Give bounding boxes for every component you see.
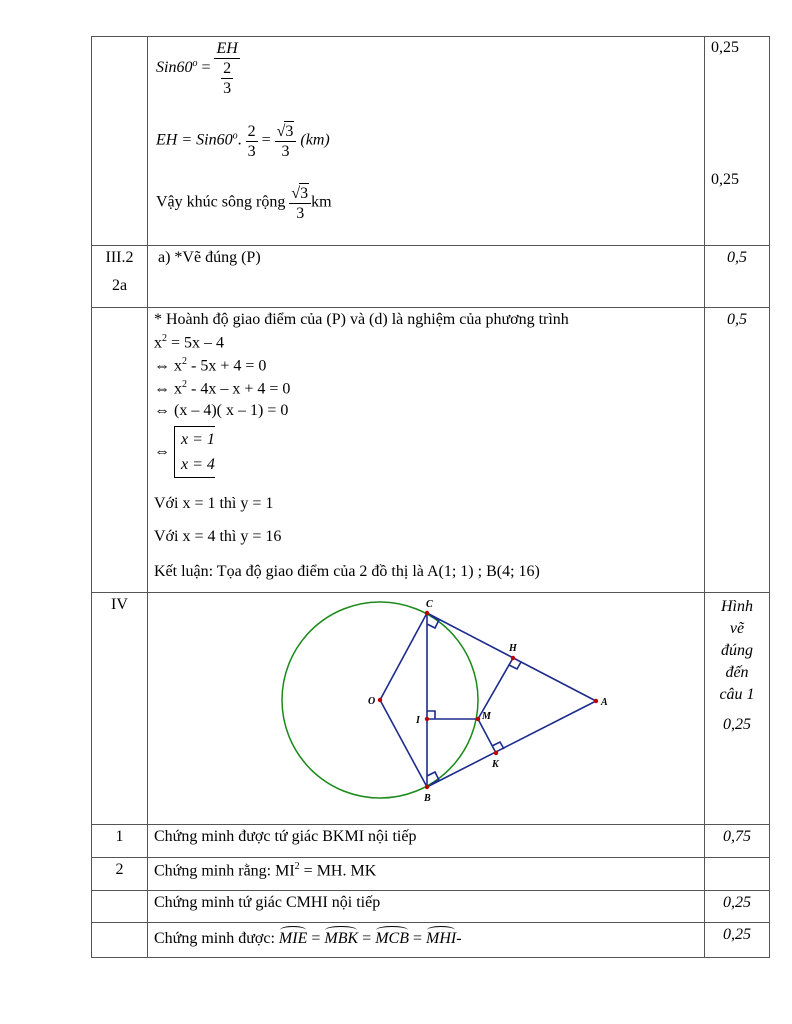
equation-text: x xyxy=(154,334,162,352)
row4-label-cell xyxy=(92,593,148,825)
equation-line xyxy=(154,379,290,398)
segment-ba xyxy=(427,701,596,787)
formula-eh xyxy=(156,121,330,161)
table-row xyxy=(92,308,770,593)
numerator: √3 xyxy=(289,183,311,204)
denominator: 3 xyxy=(223,80,232,97)
equals-sign: = xyxy=(362,930,372,947)
numerator: 2 xyxy=(223,60,232,77)
answer-text: Chứng minh được tứ giác BKMI nội tiếp xyxy=(154,828,417,845)
score-note-line: câu 1 xyxy=(719,686,755,703)
conclusion-text: Vậy khúc sông rộng xyxy=(156,193,286,211)
angle-mhi: MHI xyxy=(426,926,456,948)
equals-sign: = xyxy=(261,131,271,149)
angle-mcb: MCB xyxy=(375,926,409,948)
equivalence-symbol: ⇔ xyxy=(154,443,170,460)
row7-label-cell xyxy=(92,891,148,923)
score: 0,5 xyxy=(727,249,747,266)
row8-label-cell xyxy=(92,923,148,958)
fraction xyxy=(289,183,311,223)
row1-label-cell xyxy=(92,37,148,246)
row6-content-cell xyxy=(148,858,705,891)
score: 0,5 xyxy=(727,311,747,328)
exponent: 2 xyxy=(162,333,167,344)
equation-text: ⇔ x xyxy=(154,380,182,398)
equals-sign: = xyxy=(201,59,211,77)
row4-figure-cell xyxy=(148,593,705,825)
denominator xyxy=(214,59,239,98)
unit: km xyxy=(311,193,332,211)
score-note-line: Hình xyxy=(721,598,753,615)
equation-line xyxy=(154,333,224,352)
table-row xyxy=(92,891,770,923)
score-note-line: đúng xyxy=(721,642,753,659)
table-row xyxy=(92,923,770,958)
answer-text xyxy=(154,926,704,948)
table-row xyxy=(92,246,770,308)
sqrt-radicand: 3 xyxy=(285,123,294,140)
label-k: K xyxy=(492,759,499,770)
label-i: I xyxy=(416,715,420,726)
row3-score-cell xyxy=(705,308,770,593)
point-b xyxy=(425,785,429,789)
row6-label-cell xyxy=(92,858,148,891)
answer-text: a) *Vẽ đúng (P) xyxy=(158,249,261,266)
table-row xyxy=(92,593,770,825)
angle-mbk: MBK xyxy=(324,926,358,948)
section-label: 2a xyxy=(111,277,128,294)
equation-line xyxy=(154,356,266,375)
row7-score-cell xyxy=(705,891,770,923)
row3-content-cell xyxy=(148,308,705,593)
geometry-figure xyxy=(260,593,608,823)
answer-text: Chứng minh tứ giác CMHI nội tiếp xyxy=(154,894,381,911)
answer-text: Với x = 4 thì y = 16 xyxy=(154,528,282,545)
segment-mk xyxy=(478,719,496,753)
score-note xyxy=(705,596,769,706)
point-m xyxy=(476,717,480,721)
row5-content-cell xyxy=(148,825,705,858)
denominator: 3 xyxy=(247,142,256,160)
score-note-line: đến xyxy=(725,664,749,681)
point-o xyxy=(378,698,382,702)
label-c: C xyxy=(426,599,433,610)
grading-table xyxy=(91,36,770,958)
answer-text-part: = MH. MK xyxy=(299,862,377,880)
point-k xyxy=(494,751,498,755)
equation-text: - 5x + 4 = 0 xyxy=(187,357,267,375)
answer-text-part: Chứng minh rằng: MI xyxy=(154,862,295,880)
solution: x = 4 xyxy=(181,456,215,473)
table-row xyxy=(92,825,770,858)
exponent: 2 xyxy=(182,356,187,367)
label-h: H xyxy=(509,643,517,654)
formula-text: EH = Sin60 xyxy=(156,131,233,149)
numerator: 2 xyxy=(247,122,256,140)
answer-text: Với x = 1 thì y = 1 xyxy=(154,495,274,512)
denominator: 3 xyxy=(281,143,290,160)
dot: . xyxy=(237,131,242,149)
denominator: 3 xyxy=(296,205,305,222)
row2-content-cell xyxy=(148,246,705,308)
inner-fraction xyxy=(221,59,233,98)
row5-label-cell xyxy=(92,825,148,858)
row6-score-cell xyxy=(705,858,770,891)
equation-text: ⇔ x xyxy=(154,357,182,375)
point-c xyxy=(425,611,429,615)
exponent: 2 xyxy=(182,379,187,390)
equation-text: = 5x – 4 xyxy=(167,334,225,352)
label-b: B xyxy=(424,793,431,804)
exponent: 2 xyxy=(294,861,300,872)
solution-system xyxy=(154,426,215,478)
segment-ob xyxy=(380,700,427,787)
segment-mh xyxy=(478,658,513,719)
row2-score-cell xyxy=(705,246,770,308)
row5-score-cell xyxy=(705,825,770,858)
section-label: 2 xyxy=(115,861,124,878)
answer-text: * Hoành độ giao điểm của (P) và (d) là nghiệm của phương trình xyxy=(154,311,569,328)
trailing-dash: - xyxy=(456,930,462,947)
solution-bracket xyxy=(174,426,215,478)
row8-score-cell xyxy=(705,923,770,958)
score: 0,75 xyxy=(723,828,751,845)
row3-label-cell xyxy=(92,308,148,593)
row1-score-cell xyxy=(705,37,770,246)
angle-mie: MIE xyxy=(279,926,307,948)
label-m: M xyxy=(482,711,491,722)
numerator: √3 xyxy=(275,121,297,142)
degree-sign: o xyxy=(192,57,198,69)
segment-oc xyxy=(380,613,427,700)
answer-text-part: Chứng minh được: xyxy=(154,930,275,947)
point-i xyxy=(425,717,429,721)
score: 0,25 xyxy=(711,171,739,188)
answer-text xyxy=(154,861,704,880)
score: 0,25 xyxy=(723,894,751,911)
row8-content-cell xyxy=(148,923,705,958)
answer-text: Kết luận: Tọa độ giao điểm của 2 đồ thị là A(1; 1) ; B(4; 16) xyxy=(154,563,540,580)
row4-score-cell xyxy=(705,593,770,825)
sqrt-radicand: 3 xyxy=(300,185,309,202)
label-a: A xyxy=(601,697,608,708)
point-a xyxy=(594,699,598,703)
equation-line: ⇔ (x – 4)( x – 1) = 0 xyxy=(154,402,289,419)
solution: x = 1 xyxy=(181,431,215,448)
fraction xyxy=(214,39,239,98)
equals-sign: = xyxy=(412,930,423,947)
formula-text: Sin60 xyxy=(156,59,193,77)
fraction xyxy=(246,122,258,161)
equals-sign: = xyxy=(311,930,321,947)
row2-label-cell xyxy=(92,246,148,308)
table-row xyxy=(92,37,770,246)
label-o: O xyxy=(368,696,376,707)
score: 0,25 xyxy=(723,926,751,943)
section-label: III.2 xyxy=(105,249,134,266)
row1-content-cell xyxy=(148,37,705,246)
equation-text: - 4x – x + 4 = 0 xyxy=(187,380,291,398)
unit: (km) xyxy=(300,131,330,149)
degree-sign: o xyxy=(232,130,238,142)
section-label: IV xyxy=(111,596,128,613)
formula-sin60 xyxy=(156,39,240,98)
fraction xyxy=(275,121,297,161)
row7-content-cell xyxy=(148,891,705,923)
score-note-line: vẽ xyxy=(729,620,745,637)
point-h xyxy=(511,656,515,660)
numerator: EH xyxy=(216,40,238,57)
table-row xyxy=(92,858,770,891)
score: 0,25 xyxy=(723,716,751,733)
conclusion-line xyxy=(156,183,332,223)
section-label: 1 xyxy=(115,828,124,845)
score: 0,25 xyxy=(711,39,739,56)
